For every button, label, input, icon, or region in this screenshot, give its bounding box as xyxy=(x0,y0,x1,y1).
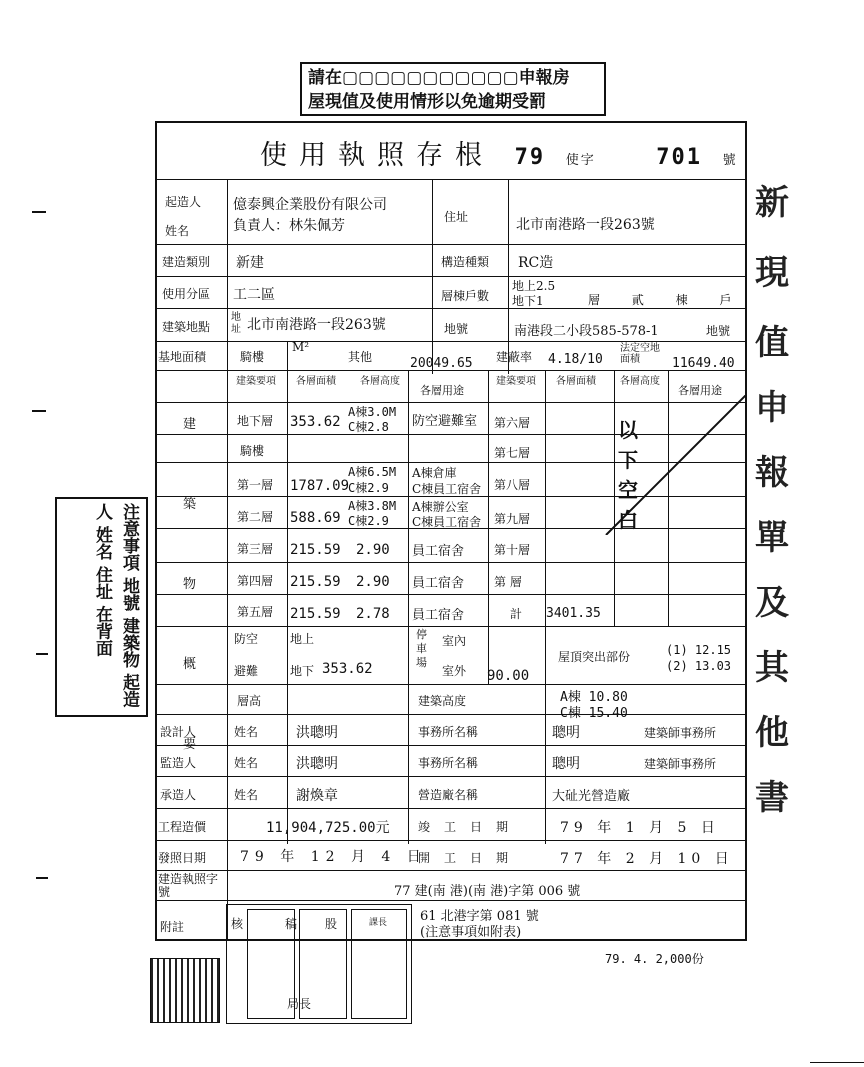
issue-date: 79 年 12 月 4 日 xyxy=(240,849,427,865)
margin-char: 現 xyxy=(755,253,789,293)
floor-area: 215.59 xyxy=(290,574,341,590)
col-divider xyxy=(408,370,409,844)
roof-label: 屋頂突出部份 xyxy=(558,650,631,664)
margin-tick xyxy=(36,877,48,879)
floor-use: 員工宿舍 xyxy=(412,544,465,559)
supervisor-office-suffix: 建築師事務所 xyxy=(644,757,717,771)
applicant-label: 起造人 xyxy=(165,195,202,209)
margin-char: 他 xyxy=(755,713,789,753)
site-sublabel: 地址 xyxy=(231,312,241,335)
structure-label: 構造種類 xyxy=(441,255,490,269)
zoning-label: 使用分區 xyxy=(162,287,211,301)
contractor-label: 承造人 xyxy=(160,788,197,802)
height-header: 各層高度 xyxy=(360,376,400,387)
height-header-2: 各層高度 xyxy=(620,376,660,387)
approval-stamp-grid xyxy=(226,904,412,1024)
coverage-value: 4.18/10 xyxy=(548,352,603,367)
site-label: 建築地點 xyxy=(162,320,211,334)
col-divider xyxy=(227,179,228,940)
floor-name-right: 第 層 xyxy=(494,575,522,589)
stamp-label-5: 局長 xyxy=(287,997,312,1011)
row-divider xyxy=(155,776,747,777)
lot-label: 地號 xyxy=(444,322,469,336)
shelter-below-value: 353.62 xyxy=(322,661,373,677)
structure-value: RC造 xyxy=(518,255,554,271)
floor-name-right: 第六層 xyxy=(494,416,531,430)
zoning-value: 工二區 xyxy=(233,287,275,303)
permit-label: 建造執照字號 xyxy=(158,872,219,899)
issue-label: 發照日期 xyxy=(158,851,207,865)
col-divider xyxy=(432,179,433,374)
complete-label: 竣工日期 xyxy=(418,820,523,834)
floors-label: 層棟戶數 xyxy=(441,289,490,303)
applicant-company: 億泰興企業股份有限公司 xyxy=(233,197,387,213)
floor-height-a: A棟6.5M xyxy=(348,465,397,479)
margin-tick xyxy=(36,653,48,655)
items-header-2: 建築要項 xyxy=(496,376,536,387)
row-divider xyxy=(155,594,747,595)
designer-name: 洪聰明 xyxy=(296,725,338,741)
lot-value: 南港段二小段585-578-1 xyxy=(514,324,659,339)
stamp-label-3: 股 xyxy=(325,917,338,931)
floor-use: A棟倉庫 xyxy=(412,466,457,480)
margin-tick xyxy=(32,410,46,412)
row-divider xyxy=(155,562,747,563)
use-header: 各層用途 xyxy=(420,384,464,397)
row-divider xyxy=(155,714,747,715)
margin-char: 申 xyxy=(755,388,789,428)
cost-label: 工程造價 xyxy=(158,820,207,834)
contractor-name: 謝煥章 xyxy=(296,788,338,804)
parking-indoor: 室內 xyxy=(442,634,467,648)
category-label: 建造類別 xyxy=(162,255,211,269)
side-note xyxy=(55,497,148,717)
floor-area: 353.62 xyxy=(290,414,341,430)
notes-line-1: 61 北港字第 081 號 xyxy=(420,909,539,924)
start-label: 開工日期 xyxy=(418,851,523,865)
margin-char: 新 xyxy=(755,183,789,223)
floor-name: 第二層 xyxy=(237,510,274,524)
building-height-label: 建築高度 xyxy=(418,694,467,708)
applicant-address: 北市南港路一段263號 xyxy=(516,217,655,233)
roof-value-2: (2) 13.03 xyxy=(666,659,732,673)
floor-name: 第一層 xyxy=(237,478,274,492)
legal-area-label: 法定空地面積 xyxy=(620,343,660,365)
designer-office-suffix: 建築師事務所 xyxy=(644,726,717,740)
firm-label: 營造廠名稱 xyxy=(418,788,479,802)
shelter-below-label: 地下 xyxy=(290,664,315,678)
total-value: 3401.35 xyxy=(546,606,601,621)
row-divider xyxy=(155,870,747,871)
notice-line-2: 屋現值及使用情形以免逾期受罰 xyxy=(308,92,546,112)
margin-char: 報 xyxy=(755,453,789,493)
floor-height: 2.78 xyxy=(356,606,390,622)
permit-year: 79 xyxy=(514,145,546,170)
floor-use-2: C棟員工宿舍 xyxy=(412,482,482,496)
items-header: 建築要項 xyxy=(236,376,276,387)
row-divider xyxy=(155,308,747,309)
side-note-text: 注意事項 地號 建築物 起造人 姓名 住址 在背面 xyxy=(92,503,139,708)
complete-date: 79 年 1 月 5 日 xyxy=(560,820,720,836)
notice-stamp xyxy=(300,62,606,116)
floor-name: 第四層 xyxy=(237,574,274,588)
floor-use: 員工宿舍 xyxy=(412,608,465,623)
right-margin-text xyxy=(755,175,815,875)
designer-label: 設計人 xyxy=(160,725,197,739)
floor-area: 215.59 xyxy=(290,542,341,558)
floor-height-a: A棟3.8M xyxy=(348,499,397,513)
site-value: 北市南港路一段263號 xyxy=(247,317,386,333)
row-divider xyxy=(155,684,747,685)
row-divider xyxy=(155,179,747,180)
title-text: 使用執照存根 xyxy=(260,140,494,171)
supervisor-label: 監造人 xyxy=(160,756,197,770)
col-divider xyxy=(488,370,489,684)
row-divider xyxy=(155,840,747,841)
supervisor-office: 聰明 xyxy=(552,756,580,772)
floor-height-c: C棟2.9 xyxy=(348,514,389,528)
height-a: A棟 10.80 xyxy=(560,690,628,705)
floor-name-right: 第十層 xyxy=(494,543,531,557)
area-header: 各層面積 xyxy=(296,376,336,387)
floor-area: 215.59 xyxy=(290,606,341,622)
arcade-label: 騎樓 xyxy=(240,350,265,364)
roof-value-1: (1) 12.15 xyxy=(666,643,732,657)
margin-char: 值 xyxy=(755,323,789,363)
row-divider xyxy=(155,808,747,809)
floor-area: 1787.09 xyxy=(290,478,350,494)
supervisor-name: 洪聰明 xyxy=(296,756,338,772)
floor-use: A棟辦公室 xyxy=(412,500,469,514)
lot-suffix: 地號 xyxy=(706,324,731,338)
barcode-seal-icon xyxy=(150,958,220,1023)
floor-height-a: A棟3.0M xyxy=(348,405,397,419)
margin-tick xyxy=(810,1062,864,1063)
form-title xyxy=(160,133,750,179)
floor-name-right: 第七層 xyxy=(494,446,531,460)
applicant-rep: 負責人：林朱佩芳 xyxy=(233,218,345,234)
row-divider xyxy=(155,745,747,746)
notes-label: 附註 xyxy=(160,920,185,934)
col-divider xyxy=(287,341,288,844)
parking-outdoor: 室外 xyxy=(442,664,467,678)
designer-office: 聰明 xyxy=(552,725,580,741)
name-label: 姓名 xyxy=(234,756,259,770)
notes-line-2: (注意事項如附表) xyxy=(420,925,522,940)
name-label: 姓名 xyxy=(234,725,259,739)
floor-use-2: C棟員工宿舍 xyxy=(412,515,482,529)
margin-char: 單 xyxy=(755,518,789,558)
stamp-label-4: 課長 xyxy=(369,918,388,928)
notice-line-1: 請在▢▢▢▢▢▢▢▢▢▢▢申報房 xyxy=(308,68,570,88)
floors-unit: 層 貳 棟 戶 xyxy=(588,293,746,307)
building-summary-label: 建築物概要 xyxy=(183,417,197,752)
floor-name: 第三層 xyxy=(237,542,274,556)
floors-below: 地下1 xyxy=(512,294,544,308)
blank-marker xyxy=(596,395,746,535)
floor-height-c: C棟2.8 xyxy=(348,420,389,434)
area-header-2: 各層面積 xyxy=(556,376,596,387)
cost-value: 11,904,725.00元 xyxy=(266,820,390,836)
row-divider xyxy=(155,900,747,901)
floor-name-right: 第八層 xyxy=(494,478,531,492)
height-c: C棟 15.40 xyxy=(560,706,628,721)
storey-height-label: 層高 xyxy=(237,694,262,708)
total-label: 計 xyxy=(510,607,523,621)
other-label: 其他 xyxy=(348,350,373,364)
floor-name: 第五層 xyxy=(237,605,274,619)
base-area-label: 基地面積 xyxy=(158,350,207,364)
legal-area-value: 11649.40 xyxy=(672,356,735,371)
floor-area: 588.69 xyxy=(290,510,341,526)
floor-use: 防空避難室 xyxy=(412,414,478,429)
floors-above: 地上2.5 xyxy=(512,279,556,293)
use-header-2: 各層用途 xyxy=(678,384,722,397)
area-unit: M² xyxy=(292,340,310,354)
floor-height-c: C棟2.9 xyxy=(348,481,389,495)
permit-number: 701 xyxy=(656,145,703,170)
address-label: 住址 xyxy=(444,210,469,224)
coverage-label: 建蔽率 xyxy=(496,350,533,364)
parking-outdoor-value: 90.00 xyxy=(487,668,530,684)
category-value: 新建 xyxy=(236,255,264,271)
row-divider xyxy=(155,341,747,342)
parking-label: 停車場 xyxy=(416,628,427,669)
blank-note: 以下空白 xyxy=(618,418,638,532)
col-divider xyxy=(508,179,509,374)
floor-name-right: 第九層 xyxy=(494,512,531,526)
contractor-firm: 大砋光營造廠 xyxy=(552,789,631,804)
row-divider xyxy=(155,626,747,627)
row-divider xyxy=(155,276,747,277)
shelter-label-2: 避難 xyxy=(234,664,259,678)
base-area-value: 20049.65 xyxy=(410,356,473,371)
shelter-label-1: 防空 xyxy=(234,632,259,646)
margin-char: 及 xyxy=(755,583,789,623)
margin-char: 其 xyxy=(755,648,789,688)
floor-height: 2.90 xyxy=(356,542,390,558)
permit-suffix: 號 xyxy=(722,153,738,168)
stamp-label-2: 稿 xyxy=(285,917,298,931)
start-date: 77 年 2 月 10 日 xyxy=(560,851,734,867)
permit-value: 77 建(南 港)(南 港)字第 006 號 xyxy=(394,884,581,899)
margin-char: 書 xyxy=(755,778,789,818)
office-label: 事務所名稱 xyxy=(418,756,479,770)
stamp-label-1: 核 xyxy=(231,917,244,931)
office-label: 事務所名稱 xyxy=(418,725,479,739)
name-label: 姓名 xyxy=(165,224,190,238)
margin-tick xyxy=(32,211,46,213)
floor-use: 員工宿舍 xyxy=(412,576,465,591)
name-label: 姓名 xyxy=(234,788,259,802)
shelter-above-label: 地上 xyxy=(290,632,315,646)
floor-name: 騎樓 xyxy=(240,444,265,458)
row-divider xyxy=(155,244,747,245)
floor-height: 2.90 xyxy=(356,574,390,590)
permit-type: 使字 xyxy=(565,153,596,168)
print-run: 79. 4. 2,000份 xyxy=(605,952,704,966)
floor-name: 地下層 xyxy=(237,414,274,428)
